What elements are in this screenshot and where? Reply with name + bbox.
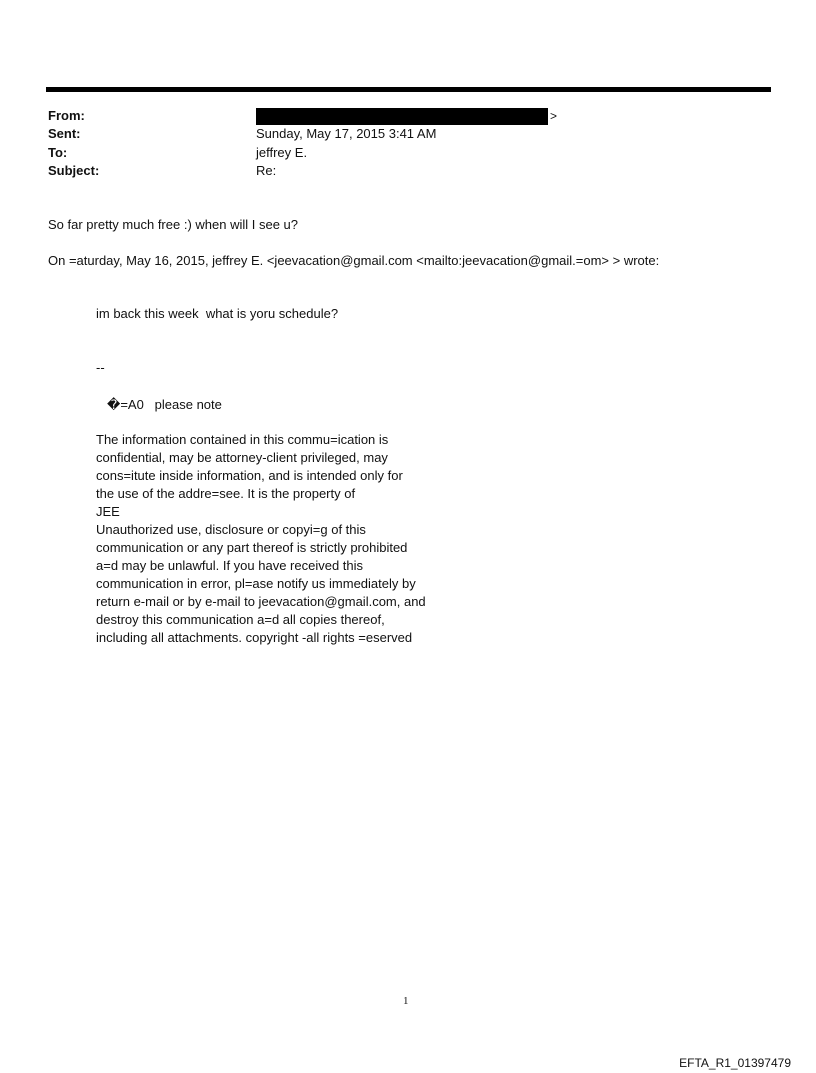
disclaimer-line: destroy this communication a=d all copies thereof, bbox=[96, 612, 385, 627]
disclaimer-line: return e-mail or by e-mail to jeevacation@gmail.com, and bbox=[96, 594, 426, 609]
quoted-message: im back this week what is yoru schedule? bbox=[96, 306, 339, 321]
quote-intro: On =aturday, May 16, 2015, jeffrey E. <jeevacation@gmail.com <mailto:jeevacation@gmail.=om> > wrote: bbox=[48, 253, 660, 268]
disclaimer-line: communication in error, pl=ase notify us immediately by bbox=[96, 576, 416, 591]
disclaimer-line: a=d may be unlawful. If you have received this bbox=[96, 558, 364, 573]
disclaimer-line: confidential, may be attorney-client privileged, may bbox=[96, 450, 388, 465]
disclaimer-line: cons=itute inside information, and is intended only for bbox=[96, 468, 403, 483]
note-line: �=A0 please note bbox=[107, 397, 222, 412]
from-suffix: > bbox=[550, 109, 558, 123]
subject-label: Subject: bbox=[48, 163, 100, 178]
header-rule bbox=[46, 87, 771, 92]
disclaimer-line: including all attachments. copyright -all rights =eserved bbox=[96, 630, 413, 645]
document-id: EFTA_R1_01397479 bbox=[679, 1056, 791, 1070]
to-value: jeffrey E. bbox=[256, 145, 308, 160]
disclaimer-line: the use of the addre=see. It is the property of bbox=[96, 486, 356, 501]
disclaimer-line: JEE bbox=[96, 504, 120, 519]
sent-label: Sent: bbox=[48, 126, 81, 141]
redacted-sender bbox=[256, 108, 548, 125]
to-label: To: bbox=[48, 145, 68, 160]
sent-value: Sunday, May 17, 2015 3:41 AM bbox=[256, 126, 437, 141]
signature-dashes: -- bbox=[96, 360, 105, 375]
disclaimer-line: The information contained in this commu=ication is bbox=[96, 432, 389, 447]
disclaimer-line: communication or any part thereof is strictly prohibited bbox=[96, 540, 408, 555]
page-number: 1 bbox=[403, 995, 409, 1007]
disclaimer-line: Unauthorized use, disclosure or copyi=g of this bbox=[96, 522, 366, 537]
subject-value: Re: bbox=[256, 163, 277, 178]
from-label: From: bbox=[48, 108, 85, 123]
reply-text: So far pretty much free :) when will I see u? bbox=[48, 217, 298, 232]
disclaimer-block bbox=[96, 431, 456, 647]
